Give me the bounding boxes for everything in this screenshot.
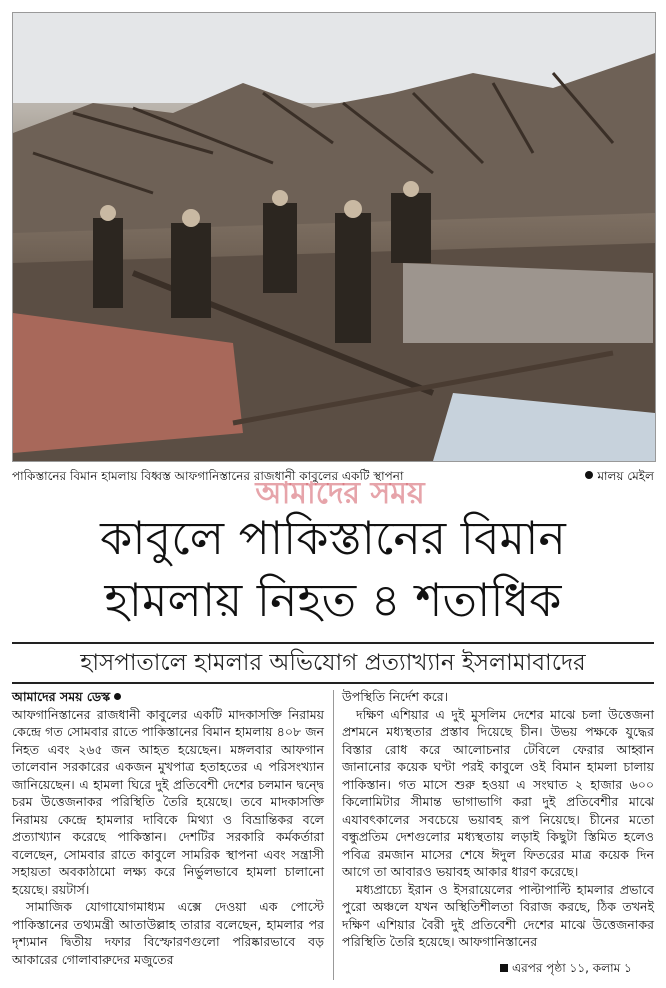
headline-line-1: কাবুলে পাকিস্তানের বিমান [100,511,566,565]
bullet-icon [114,693,121,700]
subheadline: হাসপাতালে হামলার অভিযোগ প্রত্যাখ্যান ইসলামাবাদের [80,650,586,676]
article-paragraph: সামাজিক যোগাযোগমাধ্যম এক্সে দেওয়া এক পোস্টে পাকিস্তানের তথ্যমন্ত্রী আতাউল্লাহ তারার বলেছেন, হামলার পর দৃশ্যমান দ্বিতীয় দফার বিস্ফোরণগুলো পরিষ্কারভাবে বড় আকারের গোলাবারুদের মজুতের [12,899,324,967]
newspaper-watermark: আমাদের সময় [255,476,425,511]
photo-credit-text: মালয় মেইল [597,469,654,483]
square-bullet-icon [500,964,508,972]
divider-bottom [12,682,654,684]
continued-text: এরপর পৃষ্ঠা ১১, কলাম ১ [512,961,632,975]
news-photo [12,12,656,462]
column-divider [333,690,334,980]
photo-caption: পাকিস্তানের বিমান হামলায় বিধ্বস্ত আফগানিস্তানের রাজধানী কাবুলের একটি স্থাপনা [12,469,404,483]
headline-line-2: হামলায় নিহত ৪ শতাধিক [104,573,562,627]
article-paragraph: আফগানিস্তানের রাজধানী কাবুলের একটি মাদকাসক্তি নিরাময় কেন্দ্রে গত সোমবার রাতে পাকিস্তানের বিমান হামলায় ৪০৮ জন নিহত এবং ২৬৫ জন আহত হয়েছেন। মঙ্গলবার আফগান তালেবান সরকারের একজন মুখপাত্র হতাহতের এ পরিসংখ্যান জানিয়েছেন। এ হামলা ঘিরে দুই প্রতিবেশী দেশের চলমান দ্বন্দ্বে চরম উত্তেজনাকর পরিস্থিতি তৈরি হয়েছে। তবে মাদকাসক্তি নিরাময় কেন্দ্রে হামলার দাবিকে মিথ্যা ও বিভ্রান্তিকর বলে প্রত্যাখ্যান করেছে পাকিস্তান। দেশটির সরকারি কর্মকর্তারা বলেছেন, সোমবার রাতে কাবুলে সামরিক স্থাপনা এবং সন্ত্রাসী সহায়তা অবকাঠামো লক্ষ্য করে নির্ভুলভাবে হামলা চালানো হয়েছে। রয়টার্স। [12,706,324,897]
article-paragraph: মধ্যপ্রাচ্যে ইরান ও ইসরায়েলের পাল্টাপাল্টি হামলার প্রভাবে পুরো অঞ্চলে যখন অস্থিতিশীলতা বিরাজ করছে, ঠিক তখনই দক্ষিণ এশিয়ার বৈরী দুই প্রতিবেশী দেশের মাঝে উত্তেজনাকর পরিস্থিতি তৈরি হয়েছে। আফগানিস্তানের [342,881,654,949]
rubble-scene-illustration [13,13,655,461]
article-paragraph: দক্ষিণ এশিয়ার এ দুই মুসলিম দেশের মাঝে চলা উত্তেজনা প্রশমনে মধ্যস্থতার প্রস্তাব দিয়েছে চীন। উভয় পক্ষকে যুদ্ধের বিস্তার রোধ করে আলোচনার টেবিলে ফেরার আহ্বান জানানোর কয়েক ঘণ্টা পরই কাবুলে ওই বিমান হামলা চালায় পাকিস্তান। গত মাসে শুরু হওয়া এ সংঘাত ২ হাজার ৬০০ কিলোমিটার সীমান্ত ভাগাভাগি করা দুই প্রতিবেশীর মাঝে এযাবৎকালের সবচেয়ে ভয়াবহ রূপ নিয়েছে। চীনের মতো বন্ধুপ্রতিম দেশগুলোর মধ্যস্থতায় লড়াই কিছুটা স্তিমিত হলেও পবিত্র রমজান মাসের শেষে ঈদুল ফিতরের মাত্র কয়েক দিন আগে তা আবারও ভয়াবহ আকার ধারণ করেছে। [342,706,654,879]
article-column-right [342,688,654,951]
photo-credit [585,466,654,486]
byline-text: আমাদের সময় ডেস্ক [12,689,111,704]
continued-on-page [500,960,632,980]
byline [12,688,324,706]
article-column-left [12,688,324,968]
divider-top [12,642,654,644]
bullet-icon [585,471,593,479]
article-paragraph: উপস্থিতি নির্দেশ করে। [342,689,449,704]
